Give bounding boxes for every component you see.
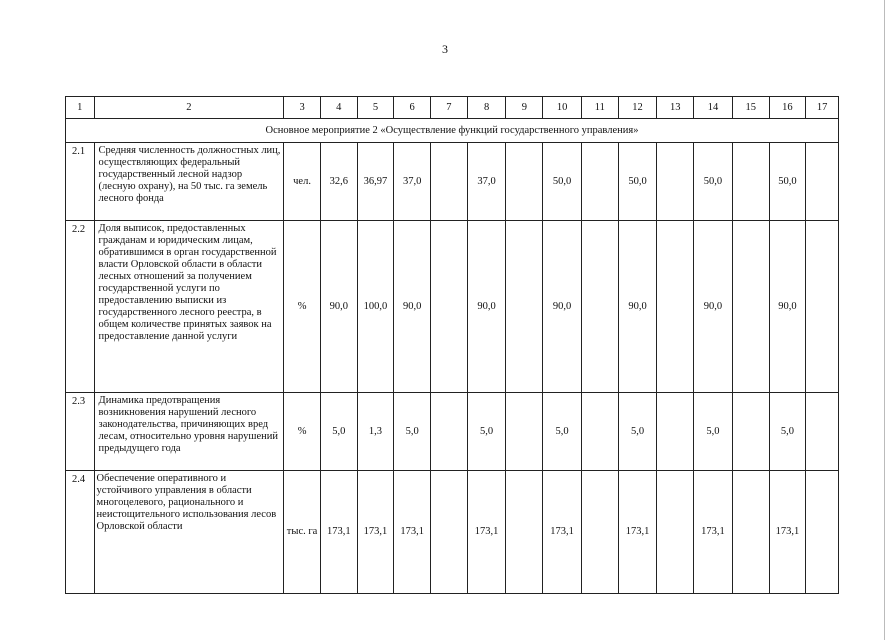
value-cell [806, 221, 839, 393]
value-cell: 50,0 [694, 143, 733, 221]
value-cell: 50,0 [618, 143, 657, 221]
column-number: 3 [284, 97, 321, 119]
section-row [66, 119, 839, 143]
value-cell [431, 221, 468, 393]
value-cell: 90,0 [394, 221, 431, 393]
value-cell: 90,0 [618, 221, 657, 393]
indicator-name: Средняя численность должностных лиц, осуществляющих федеральный государственный лесной надзор (лесную охрану), на 50 тыс. га земель лесного фонда [94, 143, 284, 221]
value-cell: 173,1 [543, 471, 582, 594]
value-cell: 90,0 [543, 221, 582, 393]
value-cell: 5,0 [394, 393, 431, 471]
column-number: 6 [394, 97, 431, 119]
table-row [66, 221, 839, 393]
value-cell [431, 393, 468, 471]
column-number: 8 [467, 97, 506, 119]
indicator-name: Динамика предотвращения возникновения нарушений лесного законодательства, причиняющих вред лесам, относительно уровня нарушений предыдущего года [94, 393, 284, 471]
value-cell: 1,3 [357, 393, 394, 471]
value-cell [732, 471, 769, 594]
value-cell [431, 471, 468, 594]
value-cell [581, 143, 618, 221]
table-row [66, 471, 839, 594]
value-cell: 173,1 [467, 471, 506, 594]
value-cell: 32,6 [320, 143, 357, 221]
column-number: 12 [618, 97, 657, 119]
column-number: 1 [66, 97, 95, 119]
indicator-name: Доля выписок, предоставленных гражданам и юридическим лицам, обратившимся в орган государственной власти Орловской области в области лесных отношений за получением государственной услуги по предоставлению выписки из государственного лесного реестра, в общем количестве принятых заявок на предоставление данной услуги [94, 221, 284, 393]
value-cell: 90,0 [769, 221, 806, 393]
page-number: 3 [442, 42, 448, 56]
value-cell [581, 393, 618, 471]
value-cell: 173,1 [320, 471, 357, 594]
value-cell: 50,0 [769, 143, 806, 221]
value-cell [431, 143, 468, 221]
value-cell [657, 393, 694, 471]
column-number: 4 [320, 97, 357, 119]
unit-cell: чел. [284, 143, 321, 221]
value-cell [806, 143, 839, 221]
column-number: 13 [657, 97, 694, 119]
section-title: Основное мероприятие 2 «Осуществление функций государственного управления» [66, 119, 839, 143]
column-number: 5 [357, 97, 394, 119]
column-number: 7 [431, 97, 468, 119]
value-cell: 37,0 [394, 143, 431, 221]
value-cell [506, 393, 543, 471]
column-numbers-row [66, 97, 839, 119]
value-cell [506, 471, 543, 594]
value-cell: 5,0 [320, 393, 357, 471]
value-cell: 37,0 [467, 143, 506, 221]
value-cell [806, 471, 839, 594]
column-number: 10 [543, 97, 582, 119]
value-cell [657, 471, 694, 594]
value-cell: 90,0 [467, 221, 506, 393]
column-number: 16 [769, 97, 806, 119]
row-number: 2.1 [66, 143, 95, 221]
value-cell [657, 221, 694, 393]
value-cell: 5,0 [543, 393, 582, 471]
value-cell: 50,0 [543, 143, 582, 221]
value-cell: 5,0 [467, 393, 506, 471]
unit-cell: % [284, 221, 321, 393]
column-number: 15 [732, 97, 769, 119]
value-cell [581, 471, 618, 594]
value-cell [581, 221, 618, 393]
table-row [66, 393, 839, 471]
value-cell [806, 393, 839, 471]
value-cell: 90,0 [320, 221, 357, 393]
indicators-table [65, 96, 839, 594]
row-number: 2.2 [66, 221, 95, 393]
value-cell: 36,97 [357, 143, 394, 221]
value-cell [506, 221, 543, 393]
value-cell [657, 143, 694, 221]
value-cell: 173,1 [357, 471, 394, 594]
value-cell [732, 143, 769, 221]
value-cell [506, 143, 543, 221]
unit-cell: % [284, 393, 321, 471]
value-cell: 173,1 [769, 471, 806, 594]
value-cell: 100,0 [357, 221, 394, 393]
value-cell [732, 393, 769, 471]
page-edge-line [884, 0, 885, 640]
value-cell: 90,0 [694, 221, 733, 393]
column-number: 17 [806, 97, 839, 119]
table-row [66, 143, 839, 221]
indicator-name: Обеспечение оперативного и устойчивого управления в области многоцелевого, рационального и неистощительного использования лесов Орловской области [94, 471, 284, 594]
value-cell: 173,1 [394, 471, 431, 594]
value-cell: 173,1 [694, 471, 733, 594]
column-number: 11 [581, 97, 618, 119]
row-number: 2.4 [66, 471, 95, 594]
value-cell: 5,0 [694, 393, 733, 471]
column-number: 9 [506, 97, 543, 119]
value-cell: 5,0 [618, 393, 657, 471]
value-cell: 5,0 [769, 393, 806, 471]
value-cell [732, 221, 769, 393]
unit-cell: тыс. га [284, 471, 321, 594]
column-number: 14 [694, 97, 733, 119]
row-number: 2.3 [66, 393, 95, 471]
value-cell: 173,1 [618, 471, 657, 594]
column-number: 2 [94, 97, 284, 119]
